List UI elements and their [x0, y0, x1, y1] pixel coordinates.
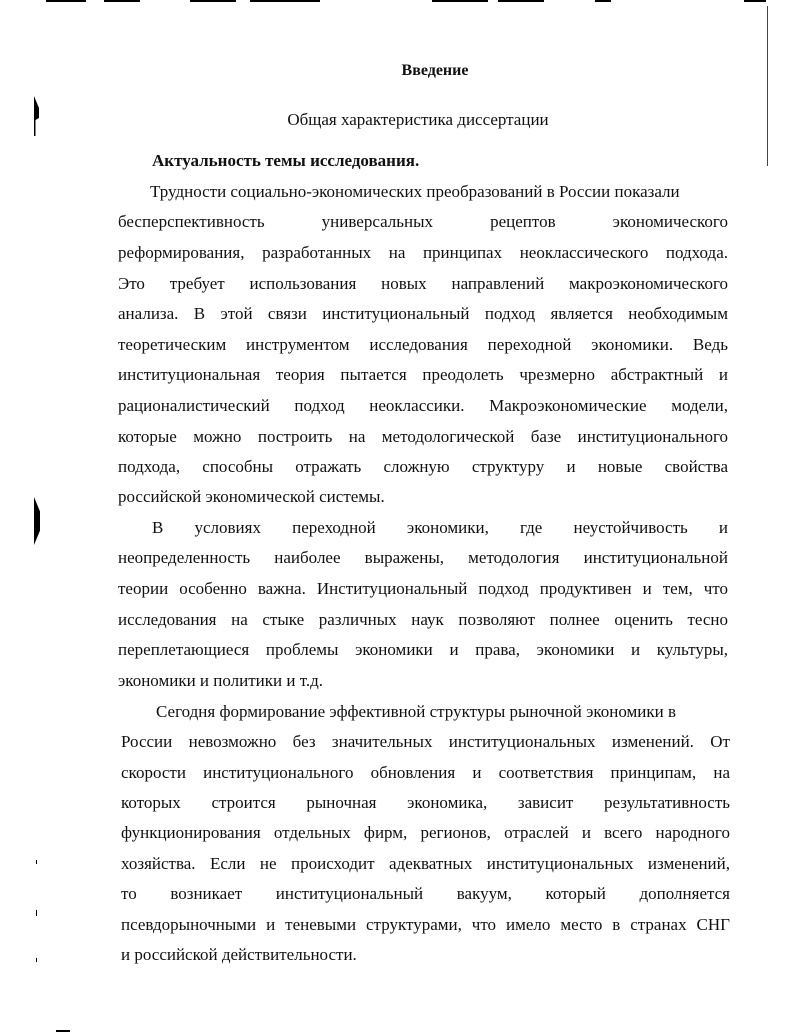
scan-edge-right [767, 6, 768, 166]
scan-mark-top-left [46, 0, 86, 2]
text-line: Сегодня формирование эффективной структуры рыночной экономики в [156, 702, 677, 721]
text-line: функционирования отдельных фирм, регионов, отраслей и всего народного [121, 823, 730, 842]
scan-speck-3 [36, 958, 37, 962]
section-subtitle: Общая характеристика диссертации [287, 110, 549, 129]
scan-mark-top-4 [432, 0, 488, 2]
text-line: скорости институционального обновления и соответствия принципам, на [121, 763, 730, 782]
scan-mark-top-5 [498, 0, 544, 2]
text-line: переплетающиеся проблемы экономики и права, экономики и культуры, [118, 640, 728, 659]
text-line: то возникает институциональный вакуум, который дополняется [121, 884, 730, 903]
text-line: рационалистический подход неоклассики. Макроэкономические модели, [118, 396, 728, 415]
text-line: исследования на стыке различных наук позволяют полнее оценить тесно [118, 610, 728, 629]
scan-mark-bottom [56, 1030, 70, 1032]
text-line: псевдорыночными и теневыми структурами, что имело место в странах СНГ [121, 915, 730, 934]
scan-mark-top-2 [190, 0, 236, 2]
scan-speck-1 [36, 860, 37, 864]
text-line: России невозможно без значительных институциональных изменений. От [121, 732, 730, 751]
section-heading: Актуальность темы исследования. [152, 151, 420, 170]
text-line: которые можно построить на методологической базе институционального [118, 427, 728, 446]
text-line: хозяйства. Если не происходит адекватных институциональных изменений, [121, 854, 730, 873]
text-line: которых строится рыночная экономика, зависит результативность [121, 793, 730, 812]
text-line: Трудности социально-экономических преобразований в России показали [150, 182, 680, 201]
text-line: бесперспективность универсальных рецептов экономического [118, 212, 728, 231]
scan-mark-top-3 [250, 0, 320, 2]
text-line: Это требует использования новых направлений макроэкономического [118, 274, 728, 293]
text-line: теории особенно важна. Институциональный подход продуктивен и тем, что [118, 579, 728, 598]
scan-mark-top-1 [104, 0, 140, 2]
text-line: анализа. В этой связи институциональный подход является необходимым [118, 304, 728, 323]
text-line: экономики и политики и т.д. [118, 671, 324, 690]
text-line: реформирования, разработанных на принципах неоклассического подхода. [118, 243, 728, 262]
scan-mark-top-right [744, 0, 766, 2]
text-line: российской экономической системы. [118, 487, 385, 506]
binding-hole-middle [34, 497, 40, 545]
text-line: В условиях переходной экономики, где неустойчивость и [152, 518, 728, 537]
text-line: подхода, способны отражать сложную структуру и новые свойства [118, 457, 728, 476]
scan-speck-2 [36, 910, 37, 916]
text-line: и российской действительности. [121, 945, 357, 964]
text-line: институциональная теория пытается преодолеть чрезмерно абстрактный и [118, 365, 728, 384]
page-title: Введение [401, 62, 469, 79]
text-line: неопределенность наиболее выражены, методология институциональной [118, 548, 728, 567]
text-line: теоретическим инструментом исследования переходной экономики. Ведь [118, 335, 728, 354]
scan-mark-top-6 [595, 0, 611, 2]
